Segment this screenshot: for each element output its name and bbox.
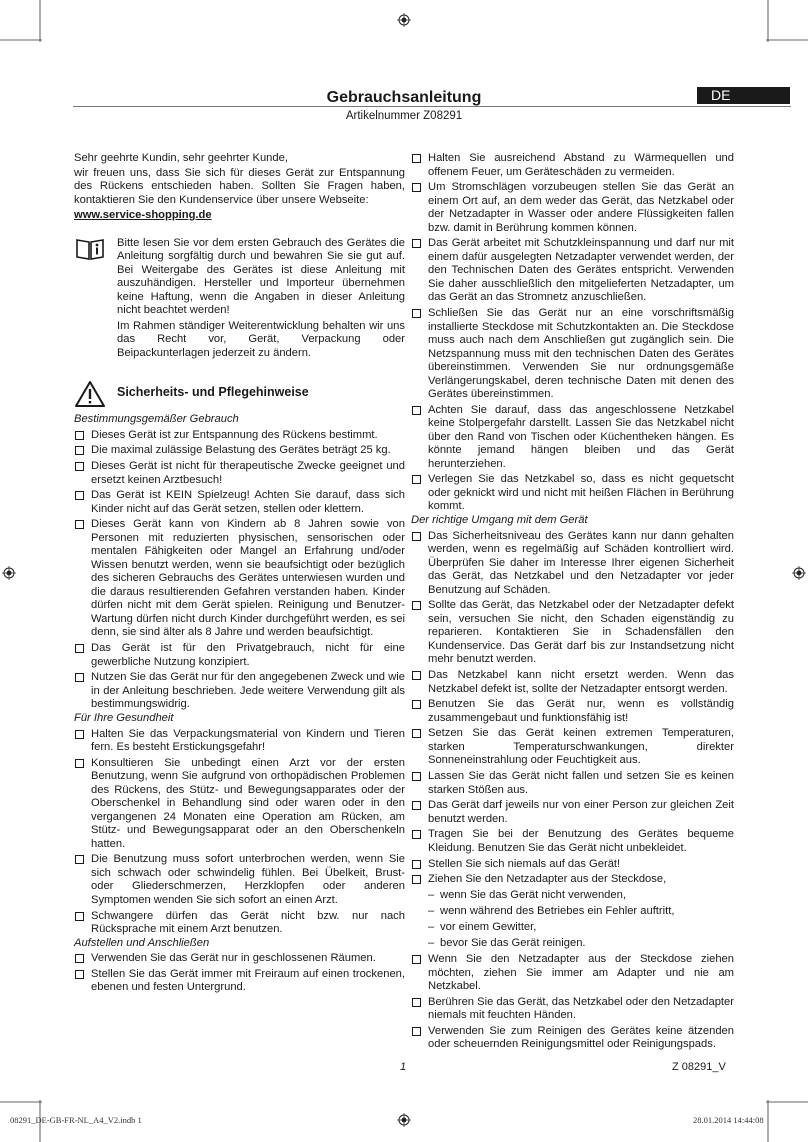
page-title: Gebrauchsanleitung: [326, 89, 482, 106]
list-item: Das Gerät darf jeweils nur von einer Person zur gleichen Zeit benutzt werden.: [411, 799, 734, 826]
list-item: Die Benutzung muss sofort unterbrochen werden, wenn Sie sich schwach oder schwindelig fühlen. Bei Übelkeit, Brust- oder Gliederschmerzen, Herzklopfen oder anderen Symptomen wenden Sie sich sofort an einen Arzt.: [74, 853, 405, 907]
list-item: Sollte das Gerät, das Netzkabel oder der Netzadapter defekt sein, versuchen Sie nicht, den Schaden eigenständig zu reparieren. Kontaktieren Sie in Schadensfällen den Kundenservice. Das Gerät darf bis zur Instandsetzung nicht mehr benutzt werden.: [411, 599, 734, 667]
registration-mark-icon: [792, 566, 806, 580]
subheading-intended-use: Bestimmungsgemäßer Gebrauch: [74, 413, 239, 425]
list-item: Dieses Gerät ist zur Entspannung des Rückens bestimmt.: [74, 429, 405, 443]
safety-heading-row: [74, 380, 405, 412]
list-item: Nutzen Sie das Gerät nur für den angegebenen Zweck und wie in der Anleitung beschrieben. Jede weitere Verwendung gilt als bestimmungswidrig.: [74, 671, 405, 712]
subheading-health: Für Ihre Gesundheit: [74, 711, 174, 724]
list-item: Schwangere dürfen das Gerät nicht bzw. nur nach Rücksprache mit einem Arzt benutzen.: [74, 910, 405, 937]
list-item: Das Gerät ist für den Privatgebrauch, nicht für eine gewerbliche Nutzung konzipiert.: [74, 642, 405, 669]
warning-icon: [74, 380, 106, 408]
sub-list-item: – wenn Sie das Gerät nicht verwenden,: [411, 889, 734, 903]
list-item: Ziehen Sie den Netzadapter aus der Steckdose,: [411, 873, 734, 887]
list-item: Verwenden Sie zum Reinigen des Gerätes keine ätzenden oder scheuernden Reinigungsmittel oder Reinigungspads.: [411, 1025, 734, 1052]
list-item: Das Gerät ist KEIN Spielzeug! Achten Sie darauf, dass sich Kinder nicht auf das Gerät setzen, stellen oder klettern.: [74, 489, 405, 516]
list-item: Achten Sie darauf, dass das angeschlossene Netzkabel keine Stolpergefahr darstellt. Lassen Sie das Netzkabel nicht über den Rand von Tischen oder Küchentheken hängen. Es könnte jemand hängen bleiben und das Gerät herunterziehen.: [411, 404, 734, 472]
list-item: Dieses Gerät kann von Kindern ab 8 Jahren sowie von Personen mit reduzierten physischen, sensorischen oder mentalen Fähigkeiten oder Mangel an Erfahrung und/oder Wissen benutzt werden, wenn sie beaufsichtigt oder bezüglich des sicheren Gebrauchs des Gerätes unterwiesen wurden und die daraus resultierenden Gefahren verstanden haben. Kinder dürfen nicht mit dem Gerät spielen. Reinigung und Benutzer-Wartung dürfen nicht durch Kinder durchgeführt werden, es sei denn, sie sind älter als 8 Jahre und werden beaufsichtigt.: [74, 518, 405, 640]
list-item: Halten Sie das Verpackungsmaterial von Kindern und Tieren fern. Es besteht Erstickungsgefahr!: [74, 728, 405, 755]
registration-mark-icon: [2, 566, 16, 580]
registration-mark-icon: [397, 1113, 411, 1127]
list-item: Die maximal zulässige Belastung des Gerätes beträgt 25 kg.: [74, 444, 405, 458]
right-column: [411, 152, 734, 1052]
info-block: [74, 237, 405, 361]
sub-list-item: – bevor Sie das Gerät reinigen.: [411, 937, 734, 951]
language-badge: DE: [697, 87, 790, 104]
sub-list-item: – wenn während des Betriebes ein Fehler auftritt,: [411, 905, 734, 919]
sub-list-item: – vor einem Gewitter,: [411, 921, 734, 935]
list-item: Das Gerät arbeitet mit Schutzkleinspannung und darf nur mit einem dafür ausgelegten Netzadapter verwendet werden, der den Technischen Daten des Gerätes entspricht. Verwenden Sie daher ausschließlich den mitgelieferten Netzadapter, um das Gerät an das Stromnetz anzuschließen.: [411, 237, 734, 305]
registration-mark-icon: [397, 13, 411, 27]
list-item: Berühren Sie das Gerät, das Netzkabel oder den Netzadapter niemals mit feuchten Händen.: [411, 996, 734, 1023]
intro-text: wir freuen uns, dass Sie sich für dieses Gerät zur Entspannung des Rückens entschieden haben. Sollten Sie Fragen haben, kontaktieren Sie den Kundenservice über unsere Webseite:: [74, 166, 405, 206]
info-paragraph-2: Im Rahmen ständiger Weiterentwicklung behalten wir uns das Recht vor, Gerät, Verpackung oder Beipackunterlagen jederzeit zu ändern.: [117, 319, 405, 359]
list-item: Benutzen Sie das Gerät nur, wenn es vollständig zusammengebaut und funktionsfähig ist!: [411, 698, 734, 725]
subheading-setup: Aufstellen und Anschließen: [74, 936, 210, 949]
list-item: Stellen Sie sich niemals auf das Gerät!: [411, 858, 734, 872]
list-item: Setzen Sie das Gerät keinen extremen Temperaturen, starken Temperaturschwankungen, direkter Sonneneinstrahlung oder Feuchtigkeit aus.: [411, 727, 734, 768]
list-item: Verwenden Sie das Gerät nur in geschlossenen Räumen.: [74, 952, 405, 966]
list-item: Lassen Sie das Gerät nicht fallen und setzen Sie es keinen starken Stößen aus.: [411, 770, 734, 797]
safety-heading: Sicherheits- und Pflegehinweise: [117, 385, 309, 399]
read-manual-icon: [75, 237, 105, 261]
list-item: Das Sicherheitsniveau des Gerätes kann nur dann gehalten werden, wenn es regelmäßig auf Schäden kontrolliert wird. Überprüfen Sie daher im Interesse Ihrer eigenen Sicherheit das Gerät, das Netzkabel und den Netzadapter vor jeder Benutzung auf Schäden.: [411, 530, 734, 598]
greeting: Sehr geehrte Kundin, sehr geehrter Kunde,: [74, 152, 288, 164]
info-paragraph-1: Bitte lesen Sie vor dem ersten Gebrauch des Gerätes die Anleitung sorgfältig durch und bewahren Sie sie gut auf. Bei Weitergabe des Gerätes ist diese Anleitung mit auszuhändigen. Hersteller und Importeur übernehmen keine Haftung, wenn die Angaben in dieser Anleitung nicht beachtet werden!: [117, 236, 405, 316]
print-date: 28.01.2014 14:44:08: [693, 1115, 764, 1125]
list-item: Schließen Sie das Gerät nur an eine vorschriftsmäßig installierte Steckdose mit Schutzkontakten an. Die Steckdose muss auch nach dem Anschließen gut zugänglich sein. Die Netzspannung muss mit den technischen Daten des Gerätes übereinstimmen. Verwenden Sie nur ordnungsgemäße Verlängerungskabel, deren technische Daten mit denen des Gerätes übereinstimmen.: [411, 307, 734, 402]
document-code: Z 08291_V: [672, 1061, 726, 1073]
list-item: Stellen Sie das Gerät immer mit Freiraum auf einen trockenen, ebenen und festen Untergrund.: [74, 968, 405, 995]
list-item: Konsultieren Sie unbedingt einen Arzt vor der ersten Benutzung, wenn Sie aufgrund von orthopädischen Problemen des Rückens, des Stütz- und Bewegungsapparates oder der Oberschenkel in Behandlung sind oder waren oder in den vergangenen 24 Monaten eine Operation am Rücken, am Stütz- und Bewegungsapparat oder an den Oberschenkeln hatten.: [74, 757, 405, 852]
header-divider: [73, 106, 791, 107]
service-link[interactable]: www.service-shopping.de: [74, 209, 212, 221]
list-item: Halten Sie ausreichend Abstand zu Wärmequellen und offenem Feuer, um Geräteschäden zu vermeiden.: [411, 152, 734, 179]
list-item: Wenn Sie den Netzadapter aus der Steckdose ziehen möchten, ziehen Sie immer am Adapter und nie am Netzkabel.: [411, 953, 734, 994]
left-column: [74, 152, 405, 995]
list-item: Tragen Sie bei der Benutzung des Gerätes bequeme Kleidung. Benutzen Sie das Gerät nicht unbekleidet.: [411, 828, 734, 855]
article-number: Artikelnummer Z08291: [345, 110, 463, 122]
file-info: 08291_DE-GB-FR-NL_A4_V2.indb 1: [10, 1115, 142, 1125]
list-item: Dieses Gerät ist nicht für therapeutische Zwecke geeignet und ersetzt keinen Arztbesuch!: [74, 460, 405, 487]
list-item: Um Stromschlägen vorzubeugen stellen Sie das Gerät an einem Ort auf, an dem weder das Gerät, das Netzkabel oder der Netzadapter in Wasser oder andere Flüssigkeiten fallen bzw. damit in Berührung kommen können.: [411, 181, 734, 235]
page-number: 1: [400, 1061, 407, 1073]
list-item: Das Netzkabel kann nicht ersetzt werden. Wenn das Netzkabel defekt ist, sollte der Netzadapter entsorgt werden.: [411, 669, 734, 696]
subheading-handling: Der richtige Umgang mit dem Gerät: [411, 513, 588, 526]
list-item: Verlegen Sie das Netzkabel so, dass es nicht gequetscht oder geknickt wird und nicht mit heißen Flächen in Berührung kommt.: [411, 473, 734, 514]
